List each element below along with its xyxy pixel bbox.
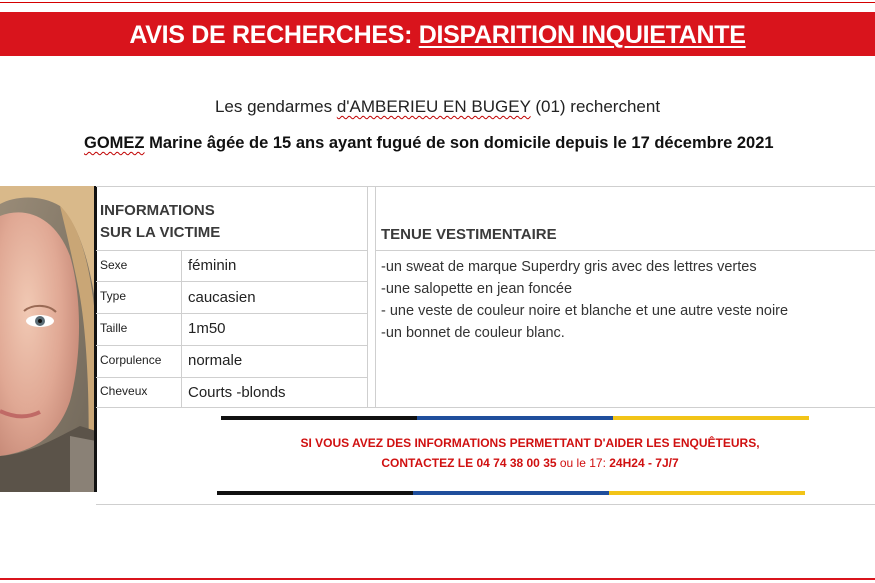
label-value-divider xyxy=(181,250,182,408)
stripe-black xyxy=(217,491,413,495)
banner-title: DISPARITION INQUIETANTE xyxy=(418,21,746,49)
victim-value-taille: 1m50 xyxy=(188,320,226,337)
stripe-yellow xyxy=(609,491,805,495)
contact-phone: CONTACTEZ LE 04 74 38 00 35 xyxy=(381,456,560,470)
banner-prefix: AVIS DE RECHERCHES: xyxy=(129,21,419,49)
victim-value-sexe: féminin xyxy=(188,257,237,274)
victim-label-cheveux: Cheveux xyxy=(100,384,148,398)
victim-label-sexe: Sexe xyxy=(100,258,128,272)
victim-label-taille: Taille xyxy=(100,321,128,335)
person-details: Marine âgée de 15 ans ayant fugué de son domicile depuis le 17 décembre 2021 xyxy=(144,134,774,152)
table-mid-border xyxy=(96,407,875,408)
victim-value-corpulence: normale xyxy=(188,352,243,369)
contact-or: ou le 17: xyxy=(559,456,610,470)
victim-label-type: Type xyxy=(100,289,127,303)
clothing-title-divider xyxy=(375,250,875,251)
clothing-item: -un sweat de marque Superdry gris avec des lettres vertes xyxy=(381,259,757,275)
photo-divider xyxy=(94,186,97,492)
clothing-item: -un bonnet de couleur blanc. xyxy=(381,325,565,341)
contact-line-2 xyxy=(250,453,810,473)
clothing-list xyxy=(381,256,871,344)
row-line-2 xyxy=(96,313,367,314)
banner-top-rule xyxy=(0,2,875,3)
intro-before: Les gendarmes xyxy=(214,97,337,116)
stripe-yellow xyxy=(613,416,809,420)
clothing-title: TENUE VESTIMENTAIRE xyxy=(381,226,557,243)
row-line-0 xyxy=(96,250,367,251)
row-line-3 xyxy=(96,345,367,346)
row-line-1 xyxy=(96,281,367,282)
victim-value-cheveux: Courts -blonds xyxy=(188,384,286,401)
intro-place: d'AMBERIEU EN BUGEY xyxy=(336,97,531,116)
person-line xyxy=(84,134,774,153)
stripe-black xyxy=(221,416,417,420)
clothing-item: - une veste de couleur noire et blanche et une autre veste noire xyxy=(381,303,789,319)
corner xyxy=(96,504,97,505)
intro-line xyxy=(0,97,875,117)
victim-info-title xyxy=(100,200,220,244)
person-surname: GOMEZ xyxy=(84,134,145,152)
victim-value-type: caucasien xyxy=(188,289,256,306)
victim-photo xyxy=(0,186,96,492)
contact-line-1: SI VOUS AVEZ DES INFORMATIONS PERMETTANT D'AIDER LES ENQUÊTEURS, xyxy=(300,436,760,450)
stripe-blue xyxy=(417,416,613,420)
banner-heading xyxy=(0,12,875,56)
victim-label-corpulence: Corpulence xyxy=(100,353,162,367)
tricolor-stripe-top xyxy=(221,416,809,420)
footer-rule xyxy=(0,578,875,580)
col-divider-2 xyxy=(375,186,376,408)
victim-info-title-line1: INFORMATIONS xyxy=(100,202,215,219)
victim-info-title-line2: SUR LA VICTIME xyxy=(100,224,221,241)
col-divider-1 xyxy=(367,186,368,408)
victim-photo-drawing xyxy=(0,186,96,492)
clothing-item: -une salopette en jean foncée xyxy=(381,281,573,297)
table-top-border xyxy=(96,186,875,187)
tricolor-stripe-bottom xyxy=(217,491,805,495)
table-bottom-border xyxy=(96,504,875,505)
intro-after: (01) recherchent xyxy=(530,97,661,116)
stripe-blue xyxy=(413,491,609,495)
row-line-4 xyxy=(96,377,367,378)
contact-hours: 24H24 - 7J/7 xyxy=(609,456,679,470)
